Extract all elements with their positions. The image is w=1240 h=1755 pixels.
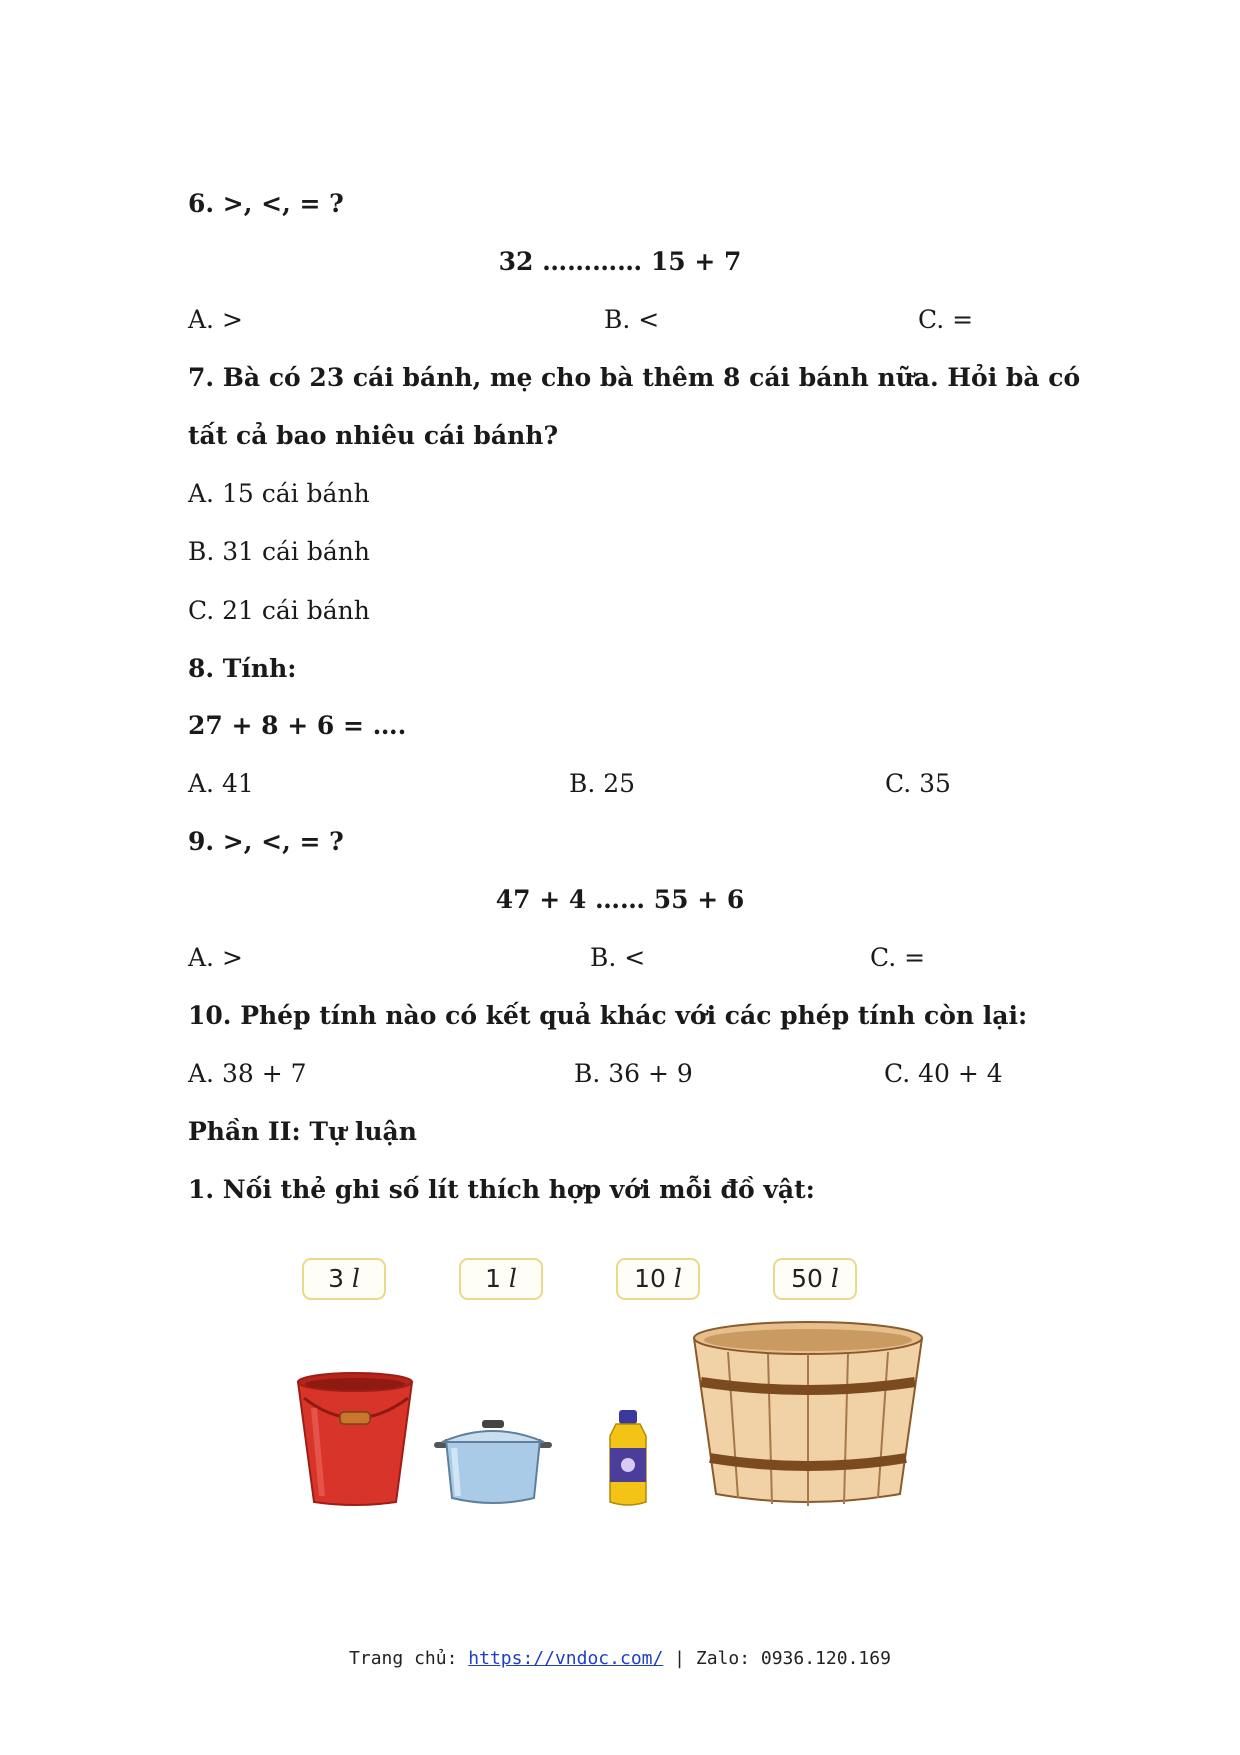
tub-icon [688,1318,928,1510]
q9-title: 9. >, <, = ? [188,827,344,856]
q6-expression: 32 ………… 15 + 7 [498,247,742,276]
q10-option-c: C. 40 + 4 [884,1059,1003,1088]
q8-option-b: B. 25 [569,769,636,798]
part2-q1-title: 1. Nối thẻ ghi số lít thích hợp với mỗi đồ vật: [188,1175,815,1204]
footer-separator: | [663,1648,696,1669]
card-number: 1 [485,1264,501,1293]
q7-option-a: A. 15 cái bánh [188,479,370,508]
q9-expression: 47 + 4 …… 55 + 6 [495,885,745,914]
bucket-icon [292,1368,418,1508]
q7-line-2: tất cả bao nhiêu cái bánh? [188,421,559,450]
q8-expression: 27 + 8 + 6 = …. [188,711,407,740]
card-unit: l [673,1264,682,1293]
q7-option-c: C. 21 cái bánh [188,596,370,625]
pot-icon [432,1418,554,1508]
q9-option-b: B. < [590,943,646,972]
q6-title: 6. >, <, = ? [188,189,344,218]
page-footer [0,1648,1240,1669]
bottle-icon [606,1408,650,1508]
q6-option-a: A. > [188,305,243,334]
part2-heading: Phần II: Tự luận [188,1117,417,1146]
q7-option-b: B. 31 cái bánh [188,537,370,566]
card-number: 50 [791,1264,823,1293]
q8-option-a: A. 41 [188,769,254,798]
q6-option-c: C. = [918,305,974,334]
liter-card-50 [773,1258,857,1300]
card-unit: l [508,1264,517,1293]
q10-option-a: A. 38 + 7 [188,1059,307,1088]
card-number: 3 [328,1264,344,1293]
footer-home-label: Trang chủ: [349,1648,469,1669]
card-number: 10 [634,1264,666,1293]
liter-card-10 [616,1258,700,1300]
q9-option-c: C. = [870,943,926,972]
q9-option-a: A. > [188,943,243,972]
footer-zalo: Zalo: 0936.120.169 [695,1648,891,1669]
q10-option-b: B. 36 + 9 [574,1059,693,1088]
q8-option-c: C. 35 [885,769,951,798]
footer-home-link[interactable]: https://vndoc.com/ [468,1648,664,1669]
liter-card-3 [302,1258,386,1300]
card-unit: l [830,1264,839,1293]
liter-card-1 [459,1258,543,1300]
q8-title: 8. Tính: [188,654,297,683]
q7-line-1: 7. Bà có 23 cái bánh, mẹ cho bà thêm 8 cái bánh nữa. Hỏi bà có [188,363,1081,392]
q10-title: 10. Phép tính nào có kết quả khác với các phép tính còn lại: [188,1001,1028,1030]
card-unit: l [351,1264,360,1293]
q6-option-b: B. < [604,305,660,334]
